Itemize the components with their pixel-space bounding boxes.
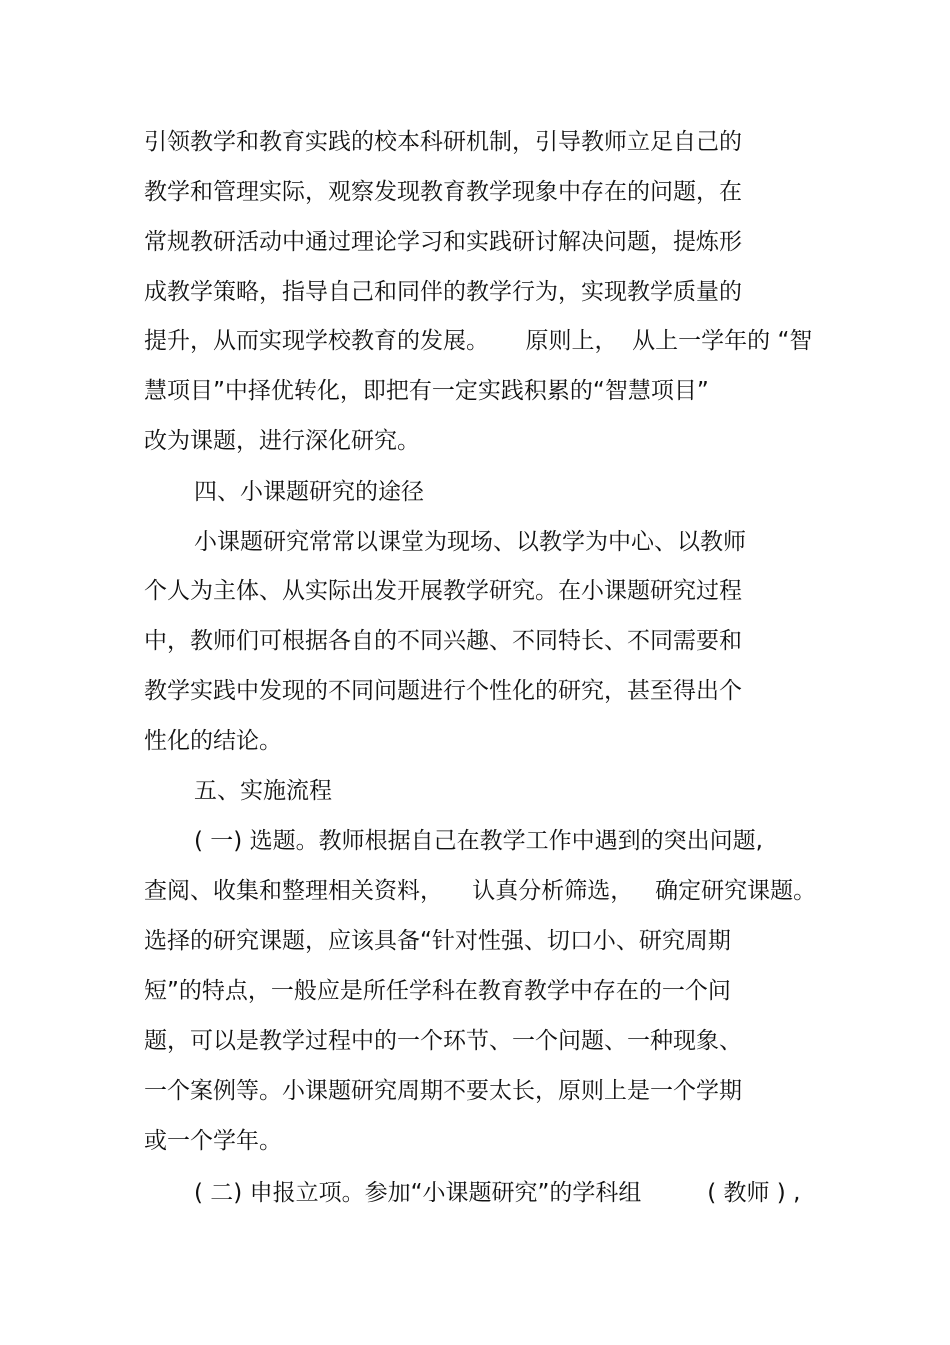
paragraph-line: 一个案例等。小课题研究周期不要太长，原则上是一个学期 [144,1078,742,1104]
paragraph-line: 引领教学和教育实践的校本科研机制，引导教师立足自己的 [144,129,742,155]
paragraph-line: 提升，从而实现学校教育的发展。 原则上， 从上一学年的 “智 [144,328,813,354]
paragraph-line: ( 二) 申报立项。参加“小课题研究”的学科组 ( 教师 ) , [194,1180,801,1206]
paragraph-line: ( 一) 选题。教师根据自己在教学工作中遇到的突出问题, [194,828,763,854]
paragraph-line: 题，可以是教学过程中的一个环节、一个问题、一种现象、 [144,1028,742,1054]
paragraph-line: 成教学策略，指导自己和同伴的教学行为，实现教学质量的 [144,279,742,305]
paragraph-line: 个人为主体、从实际出发开展教学研究。在小课题研究过程 [144,578,742,604]
paragraph-line: 性化的结论。 [144,728,282,754]
paragraph-line: 小课题研究常常以课堂为现场、以教学为中心、以教师 [194,529,746,555]
paragraph-line: 或一个学年。 [144,1128,282,1154]
paragraph-line: 查阅、收集和整理相关资料， 认真分析筛选， 确定研究课题。 [144,878,817,904]
paragraph-line: 慧项目”中择优转化，即把有一定实践积累的“智慧项目” [144,378,709,404]
paragraph-line: 教学实践中发现的不同问题进行个性化的研究，甚至得出个 [144,678,742,704]
paragraph-line: 中，教师们可根据各自的不同兴趣、不同特长、不同需要和 [144,628,742,654]
paragraph-line: 改为课题，进行深化研究。 [144,428,420,454]
paragraph-line: 常规教研活动中通过理论学习和实践研讨解决问题，提炼形 [144,229,742,255]
paragraph-line: 教学和管理实际，观察发现教育教学现象中存在的问题，在 [144,179,742,205]
section-heading: 五、实施流程 [194,778,332,804]
section-heading: 四、小课题研究的途径 [194,479,424,505]
paragraph-line: 短”的特点，一般应是所任学科在教育教学中存在的一个问 [144,978,731,1004]
paragraph-line: 选择的研究课题，应该具备“针对性强、切口小、研究周期 [144,928,731,954]
